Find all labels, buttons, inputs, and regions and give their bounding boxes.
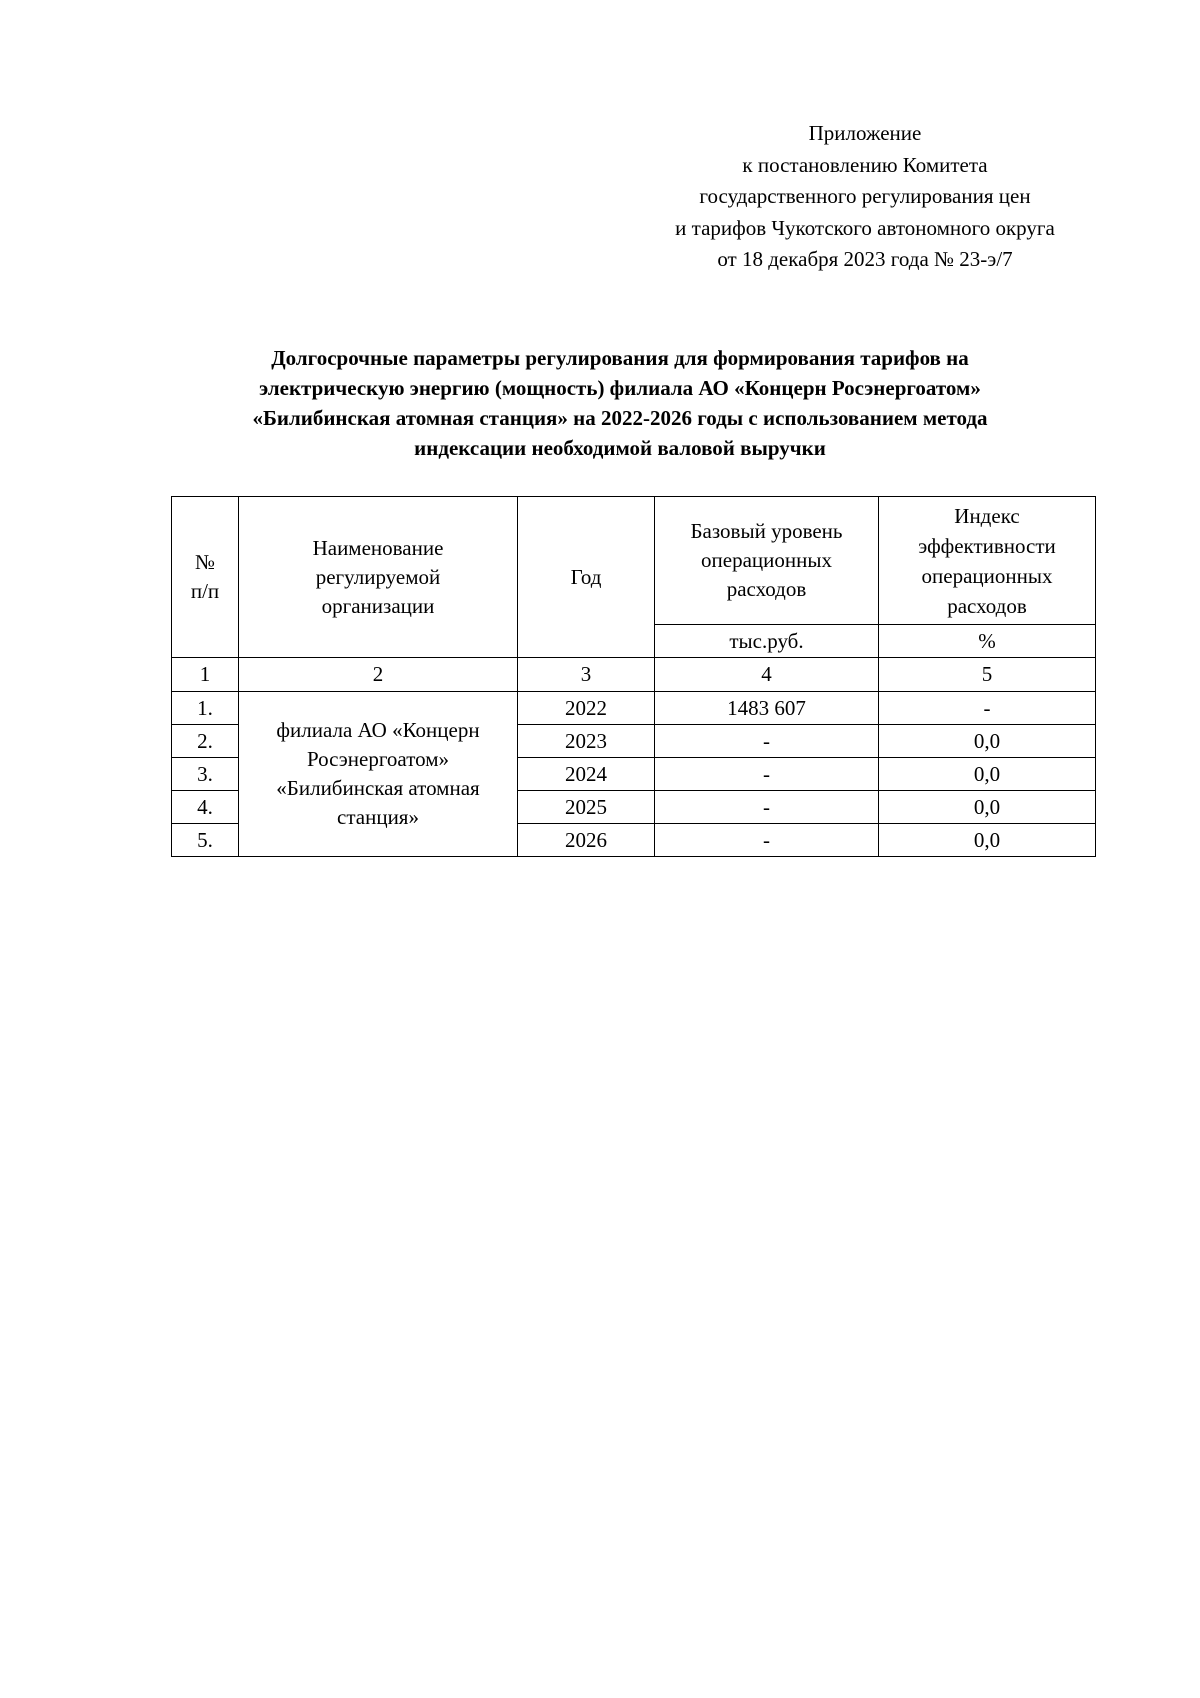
row-number: 2. bbox=[172, 725, 239, 758]
row-number: 3. bbox=[172, 758, 239, 791]
row-number: 1. bbox=[172, 692, 239, 725]
header-index-line: эффективности bbox=[918, 533, 1056, 558]
title-line: электрическую энергию (мощность) филиала АО «Концерн Росэнергоатом» bbox=[259, 376, 981, 400]
table-row bbox=[172, 692, 1096, 725]
organization-line: Росэнергоатом» bbox=[307, 747, 449, 771]
row-year: 2025 bbox=[518, 791, 655, 824]
organization-cell bbox=[239, 692, 518, 857]
row-efficiency-index: 0,0 bbox=[879, 791, 1096, 824]
column-number: 4 bbox=[655, 658, 879, 692]
row-efficiency-index: 0,0 bbox=[879, 824, 1096, 857]
row-base-level: - bbox=[655, 824, 879, 857]
header-org-line: регулируемой bbox=[315, 564, 441, 589]
title-line: индексации необходимой валовой выручки bbox=[414, 436, 826, 460]
row-year: 2024 bbox=[518, 758, 655, 791]
row-efficiency-index: - bbox=[879, 692, 1096, 725]
header-index-line: расходов bbox=[947, 593, 1027, 618]
appendix-line: и тарифов Чукотского автономного округа bbox=[675, 215, 1055, 240]
row-year: 2026 bbox=[518, 824, 655, 857]
header-org-line: организации bbox=[321, 593, 435, 618]
header-base-line: операционных bbox=[701, 548, 832, 572]
document-title bbox=[150, 343, 1090, 463]
row-base-level: - bbox=[655, 758, 879, 791]
organization-line: станция» bbox=[337, 805, 419, 829]
header-num-line: п/п bbox=[190, 579, 220, 603]
header-base-line: Базовый уровень bbox=[690, 519, 843, 543]
row-number: 4. bbox=[172, 791, 239, 824]
row-year: 2022 bbox=[518, 692, 655, 725]
row-efficiency-index: 0,0 bbox=[879, 725, 1096, 758]
header-num-line: № bbox=[194, 550, 216, 574]
title-line: «Билибинская атомная станция» на 2022-2026 годы с использованием метода bbox=[252, 406, 988, 430]
column-number: 2 bbox=[239, 658, 518, 692]
appendix-line: к постановлению Комитета bbox=[742, 152, 988, 177]
header-row bbox=[172, 497, 1096, 625]
column-number-row bbox=[172, 658, 1096, 692]
header-base-line: расходов bbox=[726, 577, 807, 601]
header-efficiency-index bbox=[879, 497, 1096, 625]
appendix-line: государственного регулирования цен bbox=[699, 184, 1031, 208]
appendix-block bbox=[640, 118, 1090, 276]
header-org-line: Наименование bbox=[312, 535, 444, 560]
row-base-level: - bbox=[655, 725, 879, 758]
unit-index: % bbox=[879, 625, 1096, 658]
appendix-line: Приложение bbox=[808, 121, 922, 145]
row-year: 2023 bbox=[518, 725, 655, 758]
row-base-level: 1483 607 bbox=[655, 692, 879, 725]
unit-base: тыс.руб. bbox=[655, 625, 879, 658]
organization-line: «Билибинская атомная bbox=[276, 776, 480, 800]
header-num bbox=[172, 497, 239, 658]
column-number: 1 bbox=[172, 658, 239, 692]
appendix-line: от 18 декабря 2023 года № 23-э/7 bbox=[717, 247, 1013, 271]
header-base-level bbox=[655, 497, 879, 625]
organization-line: филиала АО «Концерн bbox=[276, 718, 480, 742]
column-number: 5 bbox=[879, 658, 1096, 692]
title-line: Долгосрочные параметры регулирования для формирования тарифов на bbox=[271, 346, 969, 370]
row-efficiency-index: 0,0 bbox=[879, 758, 1096, 791]
header-organization bbox=[239, 497, 518, 658]
row-number: 5. bbox=[172, 824, 239, 857]
header-index-line: операционных bbox=[921, 563, 1053, 588]
parameters-table bbox=[171, 496, 1096, 857]
header-year: Год bbox=[518, 497, 655, 658]
column-number: 3 bbox=[518, 658, 655, 692]
header-index-line: Индекс bbox=[954, 503, 1020, 528]
row-base-level: - bbox=[655, 791, 879, 824]
